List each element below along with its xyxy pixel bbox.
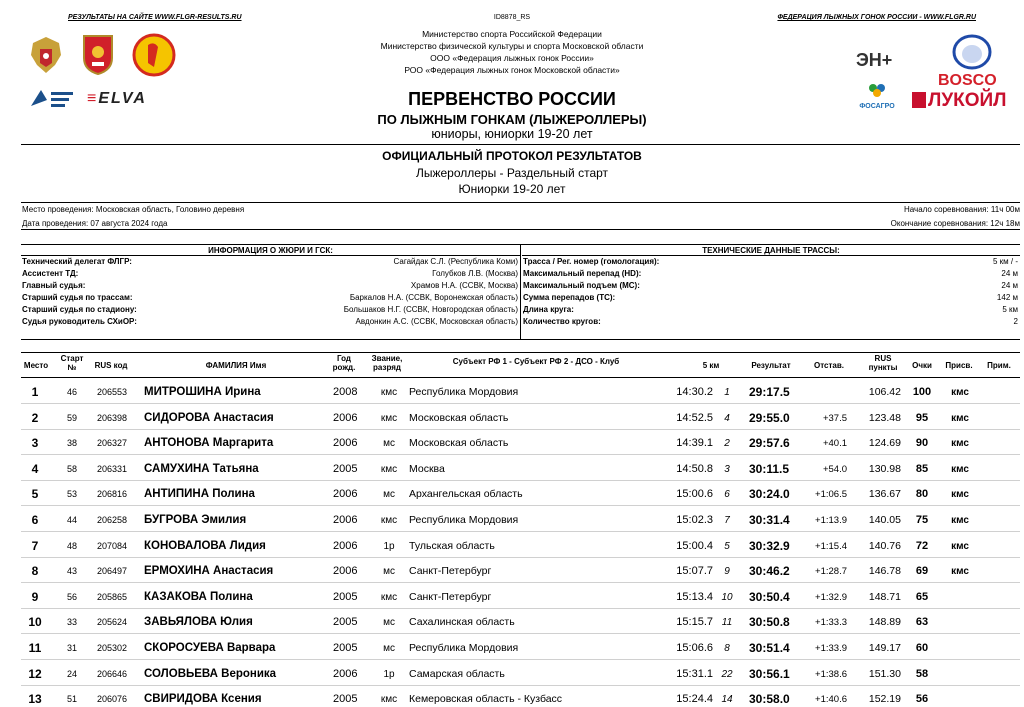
cell-split: 15:07.7 <box>676 565 713 578</box>
cell-name: КАЗАКОВА Полина <box>144 590 253 603</box>
cell-year: 2005 <box>333 616 358 629</box>
jury-role: Технический делегат ФЛГР: <box>22 257 132 266</box>
jury-person: Сагайдак С.Л. (Республика Коми) <box>393 257 518 266</box>
jury-role: Судья руководитель СХиОР: <box>22 317 137 326</box>
cell-split: 15:31.1 <box>676 667 713 680</box>
track-value: 142 м <box>996 293 1018 302</box>
cell-score: 100 <box>912 386 932 398</box>
cell-result: 30:50.4 <box>749 589 790 604</box>
cell-result: 29:57.6 <box>749 436 790 451</box>
cell-split-pos: 8 <box>724 643 730 654</box>
cell-region: Кемеровская область - Кузбасс <box>409 693 563 706</box>
track-param: Максимальный перепад (HD): <box>523 269 642 278</box>
age-group: Юниорки 19-20 лет <box>458 182 566 196</box>
cell-name: ЕРМОХИНА Анастасия <box>144 565 274 578</box>
track-value: 2 <box>1013 317 1018 326</box>
cell-name: СКОРОСУЕВА Варвара <box>144 642 276 654</box>
col-region: Субъект РФ 1 - Субъект РФ 2 - ДСО - Клуб <box>452 357 620 366</box>
cell-region: Санкт-Петербург <box>409 565 492 578</box>
cell-result: 30:24.0 <box>749 487 790 502</box>
elva-logo: ≡ELVA <box>87 90 147 107</box>
cell-score: 63 <box>915 616 929 629</box>
federation-site-link[interactable]: ФЕДЕРАЦИЯ ЛЫЖНЫХ ГОНОК РОССИИ - WWW.FLGR.RU <box>777 14 976 21</box>
table-row <box>21 609 1020 634</box>
jury-row <box>21 256 520 268</box>
cell-award: кмс <box>951 463 969 475</box>
jury-row <box>21 292 520 304</box>
ski-federation-logo <box>27 86 77 110</box>
col-start: Старт № <box>60 354 84 372</box>
cell-points: 130.98 <box>868 462 901 475</box>
divider <box>21 144 1020 145</box>
cell-behind: +40.1 <box>822 438 847 450</box>
cell-start: 51 <box>66 694 77 705</box>
cell-region: Архангельская область <box>409 488 523 501</box>
cell-year: 2008 <box>333 386 358 398</box>
cell-award: кмс <box>951 489 969 501</box>
cell-place: 7 <box>31 538 39 553</box>
cell-behind: +54.0 <box>822 463 847 475</box>
cell-behind: +1:15.4 <box>815 540 847 552</box>
moscow-region-emblem-logo <box>80 32 116 76</box>
cell-place: 5 <box>31 487 39 502</box>
cell-points: 106.42 <box>868 386 901 398</box>
cell-code: 206327 <box>97 438 128 449</box>
cell-behind: +1:38.6 <box>815 668 847 680</box>
cell-start: 38 <box>66 438 77 449</box>
cell-split: 14:52.5 <box>676 411 713 424</box>
cell-start: 59 <box>66 412 77 423</box>
cell-code: 205624 <box>97 617 128 628</box>
cell-place: 6 <box>31 513 39 527</box>
cell-year: 2005 <box>333 642 358 654</box>
en-plus-logo-text: ЭН+ <box>856 50 893 70</box>
cell-rank: кмс <box>380 412 398 424</box>
table-row <box>21 456 1020 481</box>
cell-rank: мс <box>383 643 395 654</box>
cell-score: 80 <box>915 488 929 501</box>
cell-points: 140.76 <box>868 539 901 552</box>
cell-result: 30:50.8 <box>749 615 790 630</box>
en-plus-logo <box>856 50 892 71</box>
cell-rank: мс <box>383 489 395 501</box>
organizer-line: ООО «Федерация лыжных гонок России» <box>430 53 594 63</box>
discipline: Лыжероллеры - Раздельный старт <box>415 166 609 180</box>
cell-name: МИТРОШИНА Ирина <box>144 386 261 398</box>
table-row <box>21 558 1020 583</box>
jury-row <box>21 280 520 292</box>
cell-code: 205302 <box>97 643 128 653</box>
cell-split-pos: 22 <box>721 668 733 680</box>
bosco-logo <box>950 34 994 74</box>
col-behind: Отстав. <box>814 361 844 370</box>
cell-start: 56 <box>66 591 77 602</box>
cell-score: 75 <box>915 514 929 526</box>
cell-code: 207084 <box>97 540 128 551</box>
russia-emblem-logo <box>27 33 65 77</box>
bosco-logo-text: BOSCO <box>938 72 997 89</box>
cell-start: 53 <box>66 489 77 500</box>
cell-points: 148.89 <box>868 616 901 629</box>
divider <box>21 202 1020 203</box>
table-row <box>21 379 1020 404</box>
cell-start: 46 <box>66 387 77 397</box>
cell-award: кмс <box>951 540 969 552</box>
cell-code: 205865 <box>97 591 128 602</box>
table-row <box>21 686 1020 707</box>
cell-year: 2006 <box>333 437 358 450</box>
cell-points: 123.48 <box>868 411 901 424</box>
cell-rank: мс <box>383 438 395 450</box>
cell-place: 4 <box>31 461 39 476</box>
track-row <box>522 292 1020 304</box>
jury-person: Авдонкин А.С. (ССВК, Московская область) <box>355 317 518 326</box>
cell-split-pos: 4 <box>724 412 730 424</box>
cell-year: 2006 <box>333 411 358 424</box>
cell-start: 43 <box>66 566 77 577</box>
cell-score: 69 <box>915 565 929 578</box>
cell-region: Самарская область <box>409 667 505 680</box>
table-row <box>21 635 1020 660</box>
cell-result: 29:55.0 <box>749 410 790 425</box>
cell-split-pos: 10 <box>721 591 733 603</box>
organizer-line: Министерство спорта Российской Федерации <box>422 29 602 39</box>
col-score: Очки <box>912 361 932 370</box>
cell-award: кмс <box>951 412 969 424</box>
cell-points: 151.30 <box>868 667 901 680</box>
cell-region: Республика Мордовия <box>409 514 519 526</box>
cell-region: Санкт-Петербург <box>409 590 492 603</box>
cell-split-pos: 2 <box>724 438 730 450</box>
cell-points: 136.67 <box>868 488 901 501</box>
col-award: Присв. <box>945 361 973 370</box>
cell-score: 58 <box>915 667 929 680</box>
cell-code: 206816 <box>97 489 128 500</box>
cell-year: 2006 <box>333 667 358 680</box>
track-param: Сумма перепадов (TC): <box>523 293 616 302</box>
cell-name: АНТИПИНА Полина <box>144 488 255 501</box>
jury-title: ИНФОРМАЦИЯ О ЖЮРИ И ГСК: <box>21 245 520 256</box>
cell-code: 206553 <box>97 387 128 397</box>
elva-logo-text: ELVA <box>98 90 147 107</box>
cell-start: 31 <box>66 643 77 653</box>
jury-and-track-block <box>21 244 1020 340</box>
cell-split: 15:15.7 <box>676 616 713 629</box>
track-param: Максимальный подъем (MC): <box>523 281 640 290</box>
cell-start: 24 <box>66 668 77 679</box>
track-row <box>522 268 1020 280</box>
track-param: Количество кругов: <box>523 317 601 326</box>
cell-result: 30:58.0 <box>749 692 790 707</box>
cell-points: 124.69 <box>868 437 901 450</box>
cell-result: 30:31.4 <box>749 513 790 527</box>
cell-behind: +1:06.5 <box>815 489 847 501</box>
col-result: Результат <box>751 361 791 370</box>
cell-place: 12 <box>28 666 42 681</box>
cell-split-pos: 5 <box>724 540 730 552</box>
jury-person: Большаков Н.Г. (ССВК, Новгородская область) <box>343 305 518 314</box>
jury-row <box>21 268 520 280</box>
track-value: 24 м <box>1001 269 1018 278</box>
cell-split: 15:13.4 <box>676 590 713 603</box>
track-title: ТЕХНИЧЕСКИЕ ДАННЫЕ ТРАССЫ: <box>522 245 1020 256</box>
jury-row <box>21 316 520 328</box>
cell-result: 29:17.5 <box>749 385 790 399</box>
cell-name: СИДОРОВА Анастасия <box>144 411 274 424</box>
cell-start: 44 <box>66 515 77 525</box>
jury-role: Старший судья по трассам: <box>22 293 133 302</box>
cell-result: 30:32.9 <box>749 538 790 553</box>
cell-region: Московская область <box>409 411 509 424</box>
cell-name: СВИРИДОВА Ксения <box>144 693 262 706</box>
table-row <box>21 405 1020 430</box>
cell-points: 149.17 <box>868 642 901 654</box>
competition-category: юниоры, юниорки 19-20 лет <box>431 127 593 141</box>
cell-rank: кмс <box>380 591 398 603</box>
cell-year: 2006 <box>333 539 358 552</box>
ski-federation-moscow-logo <box>130 33 178 77</box>
cell-place: 1 <box>31 385 39 399</box>
cell-points: 152.19 <box>868 693 901 706</box>
organizer-line: Министерство физической культуры и спорта Московской области <box>380 41 644 51</box>
competition-title: ПЕРВЕНСТВО РОССИИ <box>408 89 616 109</box>
organizer-line: РОО «Федерация лыжных гонок Московской области» <box>404 65 620 75</box>
col-points: RUS пункты <box>868 354 898 372</box>
cell-rank: кмс <box>380 463 398 475</box>
cell-rank: кмс <box>380 515 398 526</box>
table-row <box>21 661 1020 686</box>
col-place: Место <box>23 361 49 370</box>
cell-score: 65 <box>915 590 929 603</box>
cell-split-pos: 3 <box>724 463 730 475</box>
cell-place: 11 <box>28 641 42 655</box>
cell-behind: +1:28.7 <box>815 566 847 578</box>
cell-year: 2005 <box>333 462 358 475</box>
cell-split-pos: 9 <box>724 566 730 578</box>
cell-name: ЗАВЬЯЛОВА Юлия <box>144 616 253 629</box>
cell-split: 15:24.4 <box>676 693 713 706</box>
track-value: 24 м <box>1001 281 1018 290</box>
cell-behind: +1:33.9 <box>815 643 847 654</box>
track-row <box>522 304 1020 316</box>
cell-start: 48 <box>66 540 77 551</box>
table-row <box>21 507 1020 532</box>
cell-split: 15:00.6 <box>676 488 713 501</box>
cell-result: 30:46.2 <box>749 564 790 579</box>
cell-score: 60 <box>915 642 929 654</box>
cell-code: 206497 <box>97 566 128 577</box>
cell-place: 8 <box>31 564 39 579</box>
cell-award: кмс <box>951 438 969 450</box>
cell-split-pos: 1 <box>724 387 730 398</box>
jury-person: Баркалов Н.А. (ССВК, Воронежская область) <box>349 293 518 302</box>
cell-region: Москва <box>409 462 445 475</box>
cell-rank: кмс <box>380 694 398 706</box>
col-note: Прим. <box>987 361 1011 370</box>
cell-year: 2005 <box>333 693 358 706</box>
cell-code: 206258 <box>97 515 128 525</box>
cell-behind: +1:40.6 <box>815 694 847 706</box>
cell-split-pos: 14 <box>721 694 733 706</box>
phosagro-logo-text: ФОСАГРО <box>859 103 895 110</box>
cell-year: 2006 <box>333 514 358 526</box>
cell-start: 33 <box>66 617 77 628</box>
cell-split: 15:02.3 <box>676 514 713 526</box>
cell-code: 206398 <box>97 412 128 423</box>
col-year: Год рожд. <box>332 354 356 372</box>
cell-rank: 1р <box>383 540 395 552</box>
track-row <box>522 280 1020 292</box>
cell-split-pos: 6 <box>724 489 730 501</box>
cell-points: 146.78 <box>868 565 901 578</box>
col-rank: Звание, разряд <box>371 354 403 372</box>
document-id: ID8878_RS <box>493 14 531 21</box>
cell-year: 2005 <box>333 590 358 603</box>
col-code: RUS код <box>94 361 128 370</box>
cell-place: 13 <box>28 692 42 707</box>
lukoil-logo-text: ЛУКОЙЛ <box>928 90 1007 111</box>
divider <box>21 229 1020 230</box>
cell-split: 14:39.1 <box>676 437 713 450</box>
cell-place: 2 <box>31 410 39 425</box>
cell-name: АНТОНОВА Маргарита <box>144 437 274 450</box>
cell-year: 2006 <box>333 488 358 501</box>
cell-region: Республика Мордовия <box>409 642 519 654</box>
jury-person: Голубков Л.В. (Москва) <box>432 269 518 278</box>
cell-award: кмс <box>951 515 969 526</box>
track-row <box>522 256 1020 268</box>
cell-region: Московская область <box>409 437 509 450</box>
cell-score: 72 <box>915 539 929 552</box>
cell-points: 140.05 <box>868 514 901 526</box>
cell-place: 9 <box>31 589 39 604</box>
cell-code: 206076 <box>97 694 128 705</box>
track-param: Длина круга: <box>523 305 574 314</box>
cell-code: 206646 <box>97 668 128 679</box>
cell-split: 14:30.2 <box>676 386 713 398</box>
cell-behind: +37.5 <box>822 412 847 424</box>
cell-result: 30:11.5 <box>749 461 790 476</box>
cell-score: 90 <box>915 437 929 450</box>
cell-start: 58 <box>66 463 77 474</box>
cell-region: Сахалинская область <box>409 616 515 629</box>
venue: Место проведения: Московская область, Головино деревня <box>22 205 245 214</box>
results-header <box>21 352 1020 378</box>
track-value: 5 км <box>1002 305 1018 314</box>
cell-score: 95 <box>915 411 929 424</box>
table-row <box>21 533 1020 558</box>
start-time: Начало соревнования: 11ч 00м <box>903 205 1020 214</box>
results-site-link[interactable]: РЕЗУЛЬТАТЫ НА САЙТЕ WWW.FLGR-RESULTS.RU <box>68 14 242 21</box>
cell-result: 30:56.1 <box>749 666 790 681</box>
cell-behind: +1:32.9 <box>815 591 847 603</box>
jury-person: Храмов Н.А. (ССВК, Москва) <box>410 281 518 290</box>
phosagro-logo <box>857 82 897 110</box>
cell-year: 2006 <box>333 565 358 578</box>
cell-award: кмс <box>951 566 969 578</box>
jury-role: Старший судья по стадиону: <box>22 305 137 314</box>
cell-rank: мс <box>383 617 395 629</box>
cell-place: 3 <box>31 436 39 451</box>
track-row <box>522 316 1020 328</box>
cell-place: 10 <box>28 615 42 630</box>
table-row <box>21 430 1020 455</box>
cell-split: 15:06.6 <box>676 642 713 654</box>
cell-rank: кмс <box>380 387 398 398</box>
jury-role: Главный судья: <box>22 281 86 290</box>
cell-name: СОЛОВЬЕВА Вероника <box>144 667 277 680</box>
col-name: ФАМИЛИЯ Имя <box>205 361 267 370</box>
cell-split: 14:50.8 <box>676 462 713 475</box>
jury-info <box>21 245 521 340</box>
cell-behind: +1:33.3 <box>815 617 847 629</box>
event-date: Дата проведения: 07 августа 2024 года <box>22 219 168 228</box>
cell-name: КОНОВАЛОВА Лидия <box>144 539 266 552</box>
lukoil-logo <box>912 90 1007 112</box>
cell-score: 85 <box>915 462 929 475</box>
jury-row <box>21 304 520 316</box>
jury-role: Ассистент ТД: <box>22 269 79 278</box>
cell-award: кмс <box>951 387 969 398</box>
cell-split-pos: 11 <box>721 617 733 629</box>
track-param: Трасса / Рег. номер (гомологация): <box>523 257 660 266</box>
end-time: Окончание соревнования: 12ч 18м <box>890 219 1020 228</box>
cell-result: 30:51.4 <box>749 641 790 655</box>
cell-points: 148.71 <box>868 590 901 603</box>
cell-name: БУГРОВА Эмилия <box>144 514 247 526</box>
table-row <box>21 481 1020 506</box>
cell-region: Тульская область <box>409 539 495 552</box>
cell-region: Республика Мордовия <box>409 386 519 398</box>
cell-name: САМУХИНА Татьяна <box>144 462 259 475</box>
col-split: 5 км <box>702 361 720 370</box>
track-info <box>522 245 1020 340</box>
cell-rank: мс <box>383 566 395 578</box>
cell-split-pos: 7 <box>724 515 730 526</box>
cell-rank: 1р <box>383 668 395 680</box>
cell-behind: +1:13.9 <box>815 515 847 526</box>
table-row <box>21 584 1020 609</box>
cell-code: 206331 <box>97 463 128 474</box>
competition-subtitle: ПО ЛЫЖНЫМ ГОНКАМ (ЛЫЖЕРОЛЛЕРЫ) <box>377 112 647 127</box>
cell-split: 15:00.4 <box>676 539 713 552</box>
track-value: 5 км / - <box>992 257 1018 266</box>
cell-score: 56 <box>915 693 929 706</box>
protocol-title: ОФИЦИАЛЬНЫЙ ПРОТОКОЛ РЕЗУЛЬТАТОВ <box>382 149 642 163</box>
